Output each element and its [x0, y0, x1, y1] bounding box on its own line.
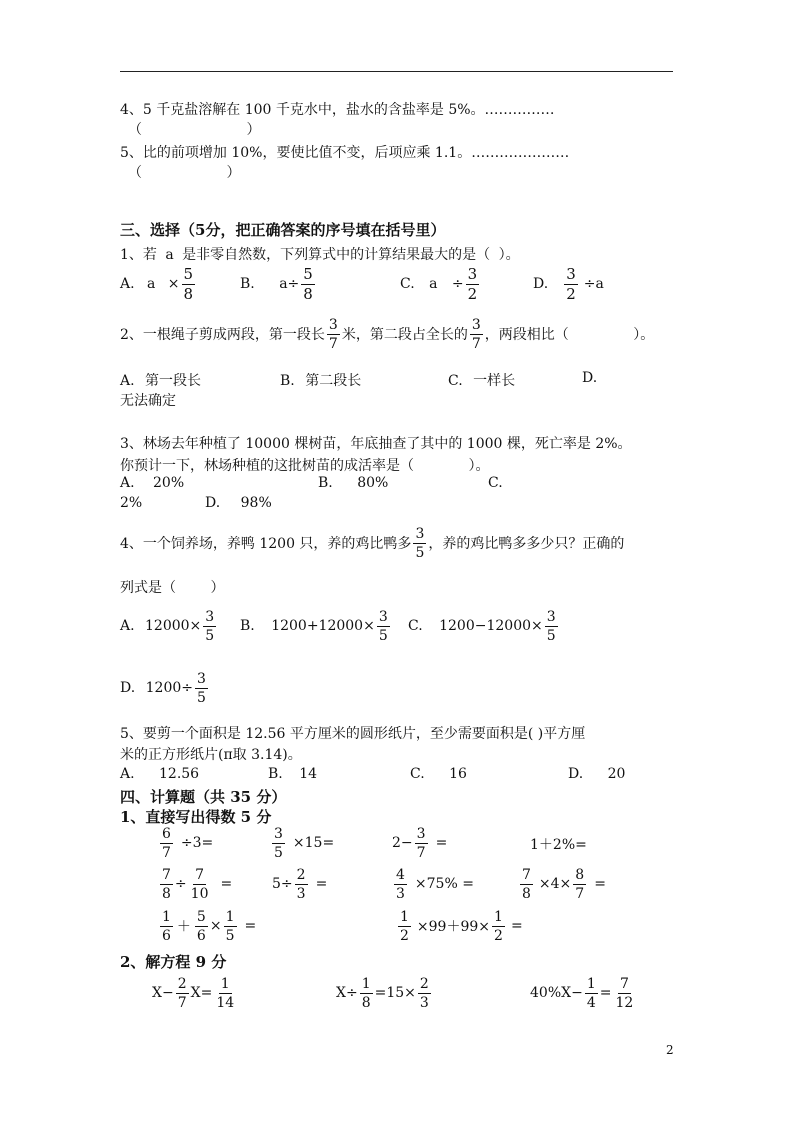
fraction: $\frac{2}{7}$: [177, 975, 187, 1011]
calc-r2-e4: $\frac{7}{8}$ ×4× $\frac{8}{7}$ =: [522, 866, 606, 902]
choice-q4-option-d[interactable]: D. 1200÷ $\frac{3}{5}$: [120, 670, 206, 706]
choice-q3-option-b[interactable]: B. 80%: [318, 475, 389, 491]
judge-q4-text: 4、5 千克盐溶解在 100 千克水中，盐水的含盐率是 5%。……………: [120, 102, 555, 118]
calc-r1-e2: $\frac{3}{5}$ ×15=: [274, 825, 335, 861]
fraction: $\frac{1}{2}$: [494, 908, 503, 944]
fraction: $\frac{7}{8}$: [162, 866, 171, 902]
fraction: $\frac{6}{7}$: [162, 825, 171, 861]
calc-sub-1: 1、直接写出得数 5 分: [120, 808, 272, 826]
fraction: $\frac{3}{5}$: [378, 608, 388, 644]
fraction: $\frac{1}{14}$: [216, 975, 235, 1011]
judge-q5-blank[interactable]: （ ）: [128, 165, 241, 181]
choice-q2-option-d[interactable]: D.: [582, 370, 598, 386]
fraction: $\frac{4}{3}$: [396, 866, 405, 902]
fraction: $\frac{1}{2}$: [400, 908, 409, 944]
fraction: $\frac{5}{8}$: [303, 264, 313, 303]
fraction: $\frac{1}{5}$: [225, 908, 235, 944]
calc-r3-e1: 1 6 ＋ $\frac{5}{6}$ × $\frac{1}{5}$ =: [162, 908, 257, 944]
choice-q1-stem: 1、若 a 是非零自然数，下列算式中的计算结果最大的是（ ）。: [120, 247, 520, 263]
fraction: 1 6: [162, 908, 171, 944]
fraction: $\frac{7}{10}$: [190, 866, 209, 902]
calc-r2-e2: 5÷ $\frac{2}{3}$ =: [272, 866, 328, 902]
equation-2: X÷ $\frac{1}{8}$ =15× $\frac{2}{3}$: [336, 975, 429, 1011]
choice-q1-option-a[interactable]: A. a × $\frac{5}{8}$: [120, 264, 194, 303]
choice-q1-option-c[interactable]: C. a ÷ $\frac{3}{2}$: [400, 264, 478, 303]
fraction: $\frac{5}{8}$: [183, 264, 194, 303]
choice-q5-option-d[interactable]: D. 20: [568, 766, 626, 782]
fraction: $\frac{3}{2}$: [467, 264, 478, 303]
fraction: $\frac{1}{4}$: [586, 975, 596, 1011]
fraction: $\frac{2}{3}$: [296, 866, 306, 902]
calc-heading: 四、计算题（共 35 分）: [120, 788, 287, 806]
calc-r2-e3: $\frac{4}{3}$ ×75% =: [396, 866, 474, 902]
choice-heading: 三、选择（5分，把正确答案的序号填在括号里）: [120, 221, 446, 239]
choice-q3-option-c[interactable]: C.: [488, 475, 503, 491]
fraction: $\frac{3}{7}$: [416, 825, 426, 861]
fraction: $\frac{7}{12}$: [615, 975, 634, 1011]
fraction: 3 7: [471, 316, 481, 352]
choice-q3-option-c-cont: 2%: [120, 495, 143, 511]
choice-q1-option-d[interactable]: D. $\frac{3}{2}$ ÷a: [533, 264, 604, 303]
choice-q4-stem-2: 列式是（ ）: [120, 580, 225, 596]
choice-q5-option-a[interactable]: A. 12.56: [120, 766, 200, 782]
choice-q3-option-d[interactable]: D. 98%: [205, 495, 272, 511]
choice-q2-stem: 2、一根绳子剪成两段，第一段长 3 7 米，第二段占全长的 3 7 ，两段相比（ ）。: [120, 316, 655, 352]
choice-q5-option-b[interactable]: B. 14: [268, 766, 318, 782]
fraction: $\frac{2}{3}$: [419, 975, 429, 1011]
page-number: 2: [666, 1043, 674, 1057]
choice-q5-option-c[interactable]: C. 16: [410, 766, 467, 782]
fraction: $\frac{3}{5}$: [205, 608, 215, 644]
fraction: 3 5: [415, 525, 425, 561]
equation-1: X− $\frac{2}{7}$ X= $\frac{1}{14}$: [152, 975, 235, 1011]
calc-sub-2: 2、解方程 9 分: [120, 953, 227, 971]
choice-q4-stem: 4、一个饲养场，养鸭 1200 只，养的鸡比鸭多 3 5 ，养的鸡比鸭多多少只？正确的: [120, 525, 625, 561]
choice-q3-stem-2: 你预计一下，林场种植的这批树苗的成活率是（ ）。: [120, 458, 490, 474]
choice-q4-option-b[interactable]: B. 1200+12000× $\frac{3}{5}$: [240, 608, 388, 644]
choice-q2-option-d-cont: 无法确定: [120, 393, 176, 409]
choice-q3-stem-1: 3、林场去年种植了 10000 棵树苗，年底抽查了其中的 1000 棵，死亡率是 2%。: [120, 436, 632, 452]
header-rule: [120, 71, 673, 72]
calc-r1-e1: $\frac{6}{7}$ ÷3=: [162, 825, 214, 861]
fraction: $\frac{3}{2}$: [566, 264, 576, 303]
choice-q2-option-a[interactable]: A. 第一段长: [120, 373, 202, 389]
choice-q3-option-a[interactable]: A. 20%: [120, 475, 185, 491]
calc-r2-e1: $\frac{7}{8}$ ÷ $\frac{7}{10}$ =: [162, 866, 233, 902]
choice-q4-option-c[interactable]: C. 1200−12000× $\frac{3}{5}$: [408, 608, 556, 644]
calc-r1-e3: 2− $\frac{3}{7}$ =: [392, 825, 448, 861]
judge-q4-blank[interactable]: （ ）: [128, 122, 261, 138]
fraction: $\frac{7}{8}$: [522, 866, 531, 902]
calc-r3-e2: $\frac{1}{2}$ ×99＋99× $\frac{1}{2}$ =: [400, 908, 523, 944]
calc-r1-e4: 1＋2%=: [530, 837, 587, 853]
equation-3: 40%X− $\frac{1}{4}$ = $\frac{7}{12}$: [530, 975, 634, 1011]
fraction: $\frac{5}{6}$: [196, 908, 206, 944]
fraction: 3 7: [328, 316, 338, 352]
choice-q5-stem-2: 米的正方形纸片(π取 3.14)。: [120, 747, 302, 763]
choice-q1-option-b[interactable]: B. a÷ $\frac{5}{8}$: [240, 264, 313, 303]
choice-q2-option-b[interactable]: B. 第二段长: [280, 373, 362, 389]
fraction: $\frac{8}{7}$: [575, 866, 585, 902]
choice-q4-option-a[interactable]: A. 12000× $\frac{3}{5}$: [120, 608, 215, 644]
fraction: $\frac{3}{5}$: [546, 608, 556, 644]
fraction: $\frac{3}{5}$: [274, 825, 283, 861]
fraction: $\frac{1}{8}$: [361, 975, 371, 1011]
choice-q5-stem-1: 5、要剪一个面积是 12.56 平方厘米的圆形纸片，至少需要面积是( )平方厘: [120, 726, 586, 742]
judge-q5-text: 5、比的前项增加 10%，要使比值不变，后项应乘 1.1。…………………: [120, 145, 570, 161]
choice-q2-option-c[interactable]: C. 一样长: [448, 373, 516, 389]
fraction: $\frac{3}{5}$: [197, 670, 206, 706]
